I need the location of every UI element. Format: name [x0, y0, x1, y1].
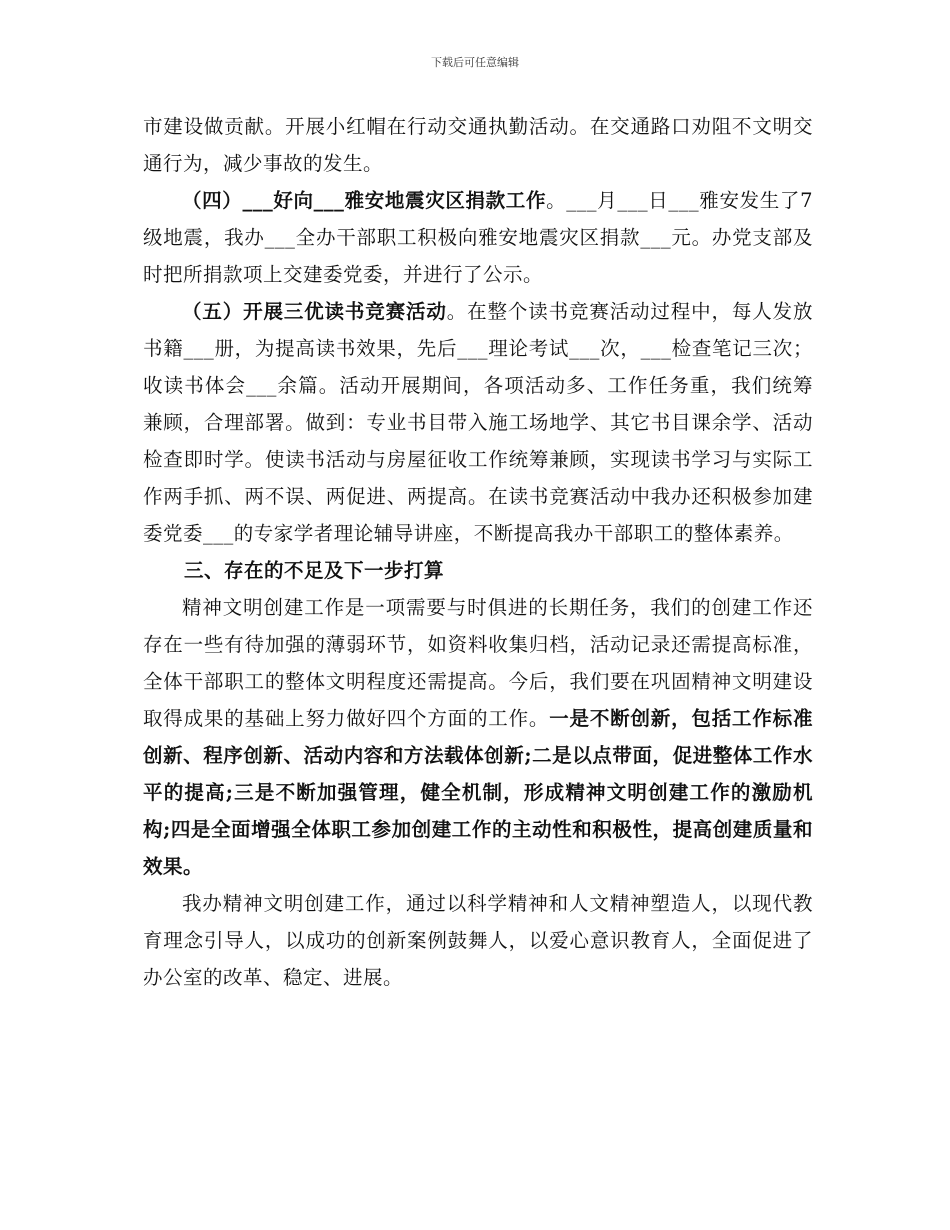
paragraph-reading-contest	[143, 293, 813, 552]
four-aspects-text: 一是不断创新，包括工作标准创新、程序创新、活动内容和方法载体创新;二是以点带面，促进整体工作水平的提高;三是不断加强管理，健全机制，形成精神文明创建工作的激励机构;四是全面增强全体职工参加创建工作的主动性和积极性，提高创建质量和效果。	[143, 707, 813, 878]
section-five-title: （五）开展三优读书竞赛活动	[182, 300, 447, 323]
page-header: 下载后可任意编辑	[431, 56, 519, 69]
shortcomings-text: 精神文明创建工作是一项需要与时俱进的长期任务，我们的创建工作还存在一些有待加强的薄弱环节，如资料收集归档，活动记录还需提高标准，全体干部职工的整体文明程度还需提高。今后，我们要在巩固精神文明建设取得成果的基础上努力做好四个方面的工作。	[143, 596, 813, 730]
section-four-title: （四）___好向___雅安地震灾区捐款工作	[182, 189, 547, 212]
document-body	[143, 108, 813, 996]
paragraph-shortcomings	[143, 589, 813, 885]
section-five-text: 。在整个读书竞赛活动过程中，每人发放书籍___册，为提高读书效果，先后___理论考试___次，___检查笔记三次；收读书体会___余篇。活动开展期间，各项活动多、工作任务重，我们统筹兼顾，合理部署。做到：专业书目带入施工场地学、其它书目课余学、活动检查即时学。使读书活动与房屋征收工作统筹兼顾，实现读书学习与实际工作两手抓、两不误、两促进、两提高。在读书竞赛活动中我办还积极参加建委党委___的专家学者理论辅导讲座，不断提高我办干部职工的整体素养。	[143, 300, 813, 545]
section-three-heading: 三、存在的不足及下一步打算	[183, 559, 444, 582]
paragraph-conclusion: 我办精神文明创建工作，通过以科学精神和人文精神塑造人，以现代教育理念引导人，以成功的创新案例鼓舞人，以爱心意识教育人，全面促进了办公室的改革、稳定、进展。	[143, 892, 813, 989]
section-four-text: 。___月___日___雅安发生了7级地震，我办___全办干部职工积极向雅安地震灾区捐款___元。办党支部及时把所捐款项上交建委党委，并进行了公示。	[143, 189, 813, 286]
paragraph-donation	[143, 182, 813, 293]
paragraph-continuation: 市建设做贡献。开展小红帽在行动交通执勤活动。在交通路口劝阻不文明交通行为，减少事故的发生。	[143, 115, 813, 175]
